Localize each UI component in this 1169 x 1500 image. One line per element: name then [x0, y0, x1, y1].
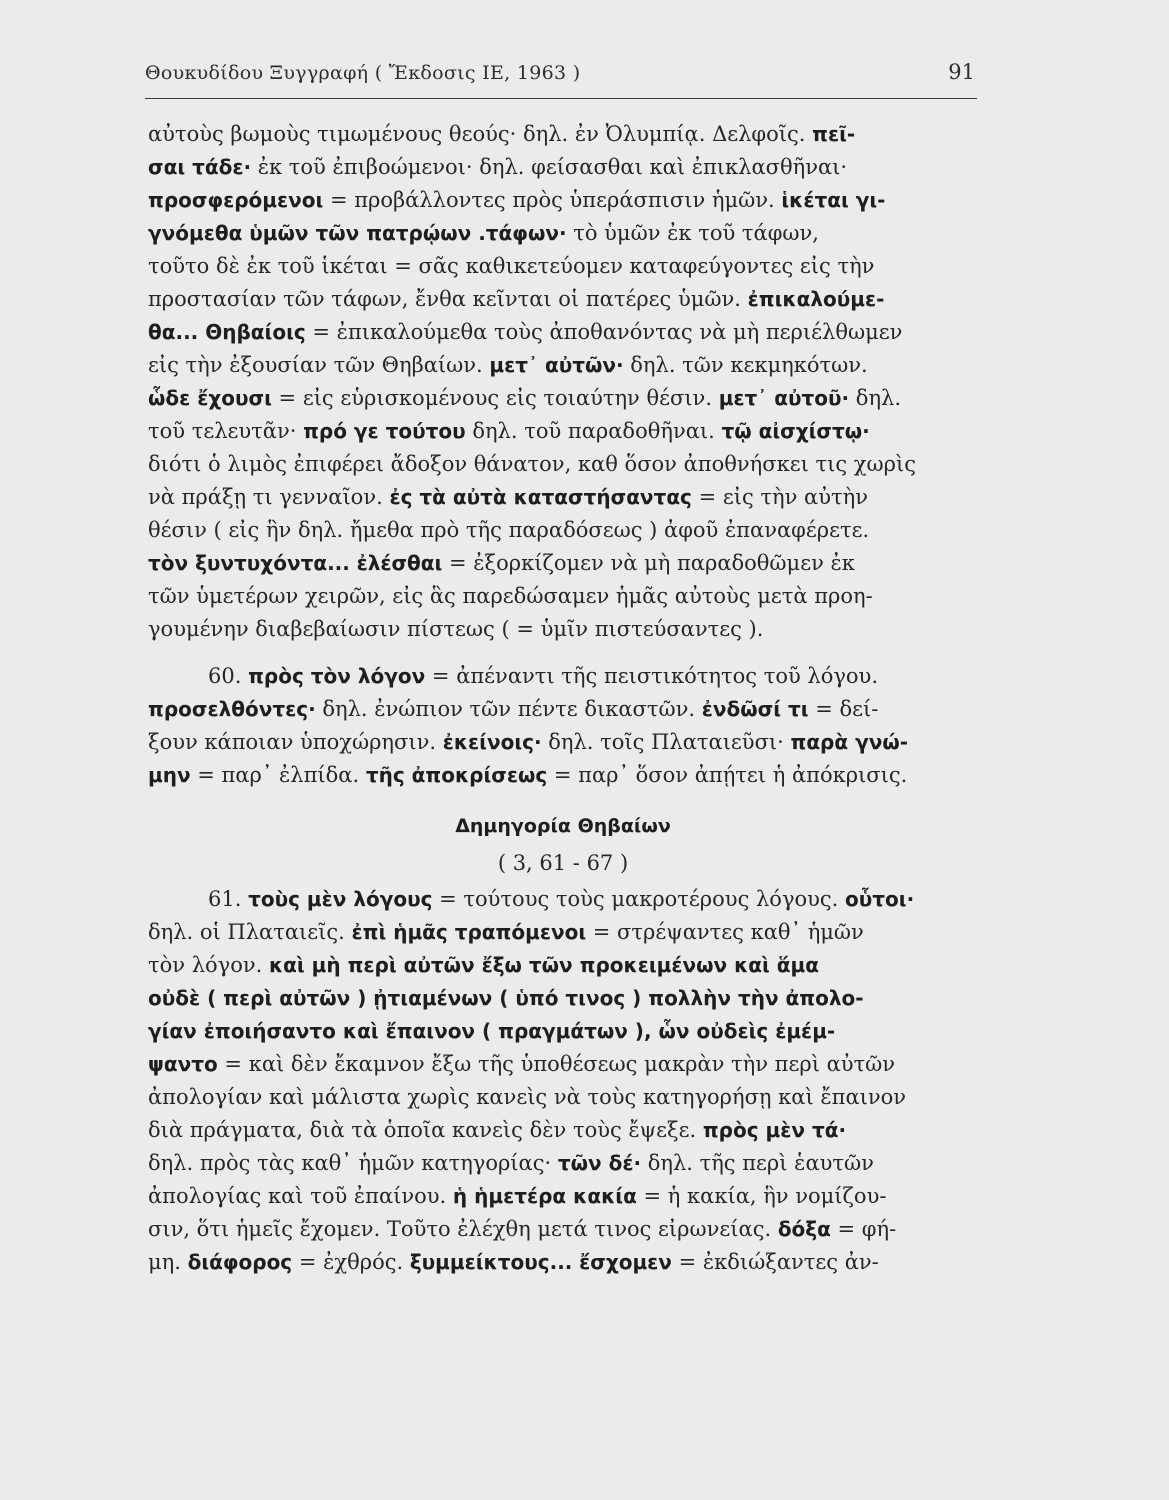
text-line	[148, 613, 978, 646]
gloss-text: 60.	[208, 664, 249, 688]
gloss-text: δηλ. πρὸς τὰς καθ᾽ ἡμῶν κατηγορίας·	[148, 1151, 558, 1175]
text-line	[148, 1246, 978, 1279]
lemma-text: προσφερόμενοι	[148, 188, 324, 212]
lemma-text: τῆς ἀποκρίσεως	[365, 763, 548, 787]
text-line	[148, 283, 978, 316]
lemma-text: προσελθόντες·	[148, 697, 316, 721]
text-line	[148, 250, 978, 283]
gloss-text: = ἐκδιώξαντες ἀν-	[671, 1250, 879, 1274]
text-line	[148, 184, 978, 217]
running-head-title: Θουκυδίδου Ξυγγραφή ( Ἔκδοσις ΙΕ, 1963 )	[145, 62, 581, 84]
paragraph-gap	[148, 646, 978, 660]
lemma-text: ἐπικαλούμε-	[747, 287, 885, 311]
text-line	[148, 151, 978, 184]
gloss-text: σιν, ὅτι ἡμεῖς ἔχομεν. Τοῦτο ἐλέχθη μετά τινος εἰρωνείας.	[148, 1217, 778, 1241]
lemma-text: μην	[148, 763, 191, 787]
gloss-text: δηλ.	[849, 386, 902, 410]
gloss-text: μη.	[148, 1250, 188, 1274]
lemma-text: γνόμεθα ὑμῶν τῶν πατρῴων .τάφων·	[148, 221, 567, 245]
text-line	[148, 217, 978, 250]
gloss-text: = καὶ δὲν ἔκαμνον ἔξω τῆς ὑποθέσεως μακρὰν τὴν περὶ αὐτῶν	[217, 1052, 896, 1076]
lemma-text: ψαντο	[148, 1052, 218, 1076]
paragraph-commentary-60	[148, 660, 978, 792]
gloss-text: = ἐχθρός.	[292, 1250, 410, 1274]
gloss-text: τὸν λόγον.	[148, 953, 269, 977]
paragraph-commentary-61	[148, 883, 978, 1279]
gloss-text: = δεί-	[808, 697, 879, 721]
gloss-text: διὰ πράγματα, διὰ τὰ ὁποῖα κανεὶς δὲν τοὺς ἔψεξε.	[148, 1118, 703, 1142]
gloss-text: δηλ. τοῦ παραδοθῆναι.	[465, 419, 722, 443]
text-line	[148, 349, 978, 382]
gloss-text: = στρέψαντες καθ᾽ ἡμῶν	[586, 920, 864, 944]
gloss-text: = προβάλλοντες πρὸς ὑπεράσπισιν ἡμῶν.	[323, 188, 782, 212]
text-line	[148, 883, 978, 916]
text-line	[148, 1147, 978, 1180]
page-body	[148, 118, 978, 1279]
text-line	[148, 1213, 978, 1246]
lemma-text: γίαν ἐποιήσαντο καὶ ἔπαινον ( πραγμάτων ), ὧν οὐδεὶς ἐμέμ-	[148, 1019, 836, 1043]
lemma-text: πρὸς μὲν τά·	[702, 1118, 847, 1142]
lemma-text: ἐλέσθαι	[356, 551, 443, 575]
lemma-text: θα... Θηβαίοις	[148, 320, 306, 344]
gloss-text: = φή-	[830, 1217, 897, 1241]
text-line	[148, 1081, 978, 1114]
lemma-text: οὐδὲ ( περὶ αὐτῶν ) ᾐτιαμένων ( ὑπό τινος ) πολλὴν τὴν ἀπολο-	[148, 986, 864, 1010]
lemma-text: οὗτοι·	[845, 887, 915, 911]
text-line	[148, 949, 978, 982]
gloss-text: = ἐπικαλούμεθα τοὺς ἀποθανόντας νὰ μὴ περιέλθωμεν	[305, 320, 903, 344]
text-line	[148, 382, 978, 415]
gloss-text: δηλ. ἐνώπιον τῶν πέντε δικαστῶν.	[315, 697, 702, 721]
gloss-text: ἐκ τοῦ ἐπιβοώμενοι· δηλ. φείσασθαι καὶ ἐπικλασθῆναι·	[251, 155, 848, 179]
text-line	[148, 547, 978, 580]
section-title: Δημηγορία Θηβαίων	[455, 815, 671, 837]
gloss-text: διότι ὁ λιμὸς ἐπιφέρει ἄδοξον θάνατον, καθ ὅσον ἀποθνήσκει τις χωρὶς	[148, 452, 916, 476]
lemma-text: πρό γε τούτου	[303, 419, 466, 443]
text-line	[148, 118, 978, 151]
lemma-text: πρὸς τὸν λόγον	[248, 664, 426, 688]
gloss-text: τὸ ὑμῶν ἐκ τοῦ τάφων,	[566, 221, 819, 245]
text-line	[148, 514, 978, 547]
lemma-text: ἐπὶ ἡμᾶς τραπόμενοι	[351, 920, 587, 944]
gloss-text: = παρ᾽ ἐλπίδα.	[190, 763, 366, 787]
lemma-text: ἐνδῶσί τι	[701, 697, 809, 721]
gloss-text: ἀπολογίαν καὶ μάλιστα χωρὶς κανεὶς νὰ τοὺς κατηγορήσῃ καὶ ἔπαινον	[148, 1085, 907, 1109]
gloss-text: νὰ πράξῃ τι γενναῖον.	[148, 485, 390, 509]
text-line	[148, 1048, 978, 1081]
gloss-text: = εἰς τὴν αὐτὴν	[691, 485, 868, 509]
text-line	[148, 660, 978, 693]
gloss-text: θέσιν ( εἰς ἣν δηλ. ἤμεθα πρὸ τῆς παραδόσεως ) ἀφοῦ ἐπαναφέρετε.	[148, 518, 870, 542]
lemma-text: ἡ ἡμετέρα κακία	[452, 1184, 637, 1208]
lemma-text: μετ᾽ αὐτοῦ·	[718, 386, 850, 410]
section-range: ( 3, 61 - 67 )	[497, 851, 629, 875]
lemma-text: ἐς τὰ αὐτὰ καταστήσαντας	[389, 485, 692, 509]
gloss-text	[350, 551, 357, 575]
gloss-text: = εἰς εὑρισκομένους εἰς τοιαύτην θέσιν.	[271, 386, 719, 410]
gloss-text: ἀπολογίας καὶ τοῦ ἐπαίνου.	[148, 1184, 453, 1208]
text-line	[148, 415, 978, 448]
gloss-text: ξουν κάποιαν ὑποχώρησιν.	[148, 730, 443, 754]
text-line	[148, 759, 978, 792]
text-line	[148, 481, 978, 514]
text-line	[148, 726, 978, 759]
lemma-text: παρὰ γνώ-	[790, 730, 909, 754]
gloss-text: = ἐξορκίζομεν νὰ μὴ παραδοθῶμεν ἐκ	[442, 551, 855, 575]
lemma-text: ξυμμείκτους...	[409, 1250, 573, 1274]
lemma-text: σαι τάδε·	[148, 155, 252, 179]
lemma-text: διάφορος	[187, 1250, 293, 1274]
paragraph-commentary-59	[148, 118, 978, 646]
gloss-text: αὐτοὺς βωμοὺς τιμωμένους θεούς· δηλ. ἐν Ὀλυμπίᾳ. Δελφοῖς.	[148, 122, 813, 146]
lemma-text: καὶ μὴ περὶ αὐτῶν ἔξω τῶν προκειμένων καὶ ἅμα	[268, 953, 819, 977]
lemma-text: ἱκέται γι-	[781, 188, 886, 212]
text-line	[148, 916, 978, 949]
running-header	[145, 60, 977, 99]
lemma-text: τὸν ξυντυχόντα...	[148, 551, 350, 575]
text-line	[148, 693, 978, 726]
gloss-text: δηλ. οἱ Πλαταιεῖς.	[148, 920, 352, 944]
lemma-text: τῷ αἰσχίστῳ·	[721, 419, 870, 443]
lemma-text: ἐκείνοις·	[442, 730, 542, 754]
gloss-text: τοῦτο δὲ ἐκ τοῦ ἱκέται = σᾶς καθικετεύομεν καταφεύγοντες εἰς τὴν	[148, 254, 875, 278]
gloss-text: = τούτους τοὺς μακροτέρους λόγους.	[432, 887, 846, 911]
text-line	[148, 448, 978, 481]
lemma-text: τῶν δέ·	[557, 1151, 642, 1175]
lemma-text: δόξα	[777, 1217, 831, 1241]
text-line	[148, 316, 978, 349]
gloss-text: = ἀπέναντι τῆς πειστικότητος τοῦ λόγου.	[425, 664, 878, 688]
lemma-text: ὧδε ἔχουσι	[148, 386, 272, 410]
gloss-text: δηλ. τῆς περὶ ἑαυτῶν	[641, 1151, 874, 1175]
gloss-text: δηλ. τῶν κεκμηκότων.	[623, 353, 868, 377]
gloss-text: 61.	[208, 887, 249, 911]
lemma-text: τοὺς μὲν λόγους	[248, 887, 433, 911]
gloss-text: = ἡ κακία, ἣν νομίζου-	[636, 1184, 887, 1208]
gloss-text: γουμένην διαβεβαίωσιν πίστεως ( = ὑμῖν πιστεύσαντες ).	[148, 617, 764, 641]
gloss-text: = παρ᾽ ὅσον ἀπῄτει ἡ ἀπόκρισις.	[547, 763, 908, 787]
text-line	[148, 1180, 978, 1213]
text-line	[148, 1114, 978, 1147]
lemma-text: μετ᾽ αὐτῶν·	[489, 353, 624, 377]
gloss-text: τοῦ τελευτᾶν·	[148, 419, 304, 443]
gloss-text: τῶν ὑμετέρων χειρῶν, εἰς ἃς παρεδώσαμεν ἡμᾶς αὐτοὺς μετὰ προη-	[148, 584, 873, 608]
page-number: 91	[948, 60, 975, 84]
text-line	[148, 1015, 978, 1048]
text-line	[148, 580, 978, 613]
gloss-text: εἰς τὴν ἐξουσίαν τῶν Θηβαίων.	[148, 353, 490, 377]
text-line	[148, 982, 978, 1015]
gloss-text: προστασίαν τῶν τάφων, ἔνθα κεῖνται οἱ πατέρες ὑμῶν.	[148, 287, 748, 311]
lemma-text: ἔσχομεν	[579, 1250, 672, 1274]
lemma-text: πεῖ-	[812, 122, 856, 146]
gloss-text: δηλ. τοῖς Πλαταιεῦσι·	[541, 730, 791, 754]
